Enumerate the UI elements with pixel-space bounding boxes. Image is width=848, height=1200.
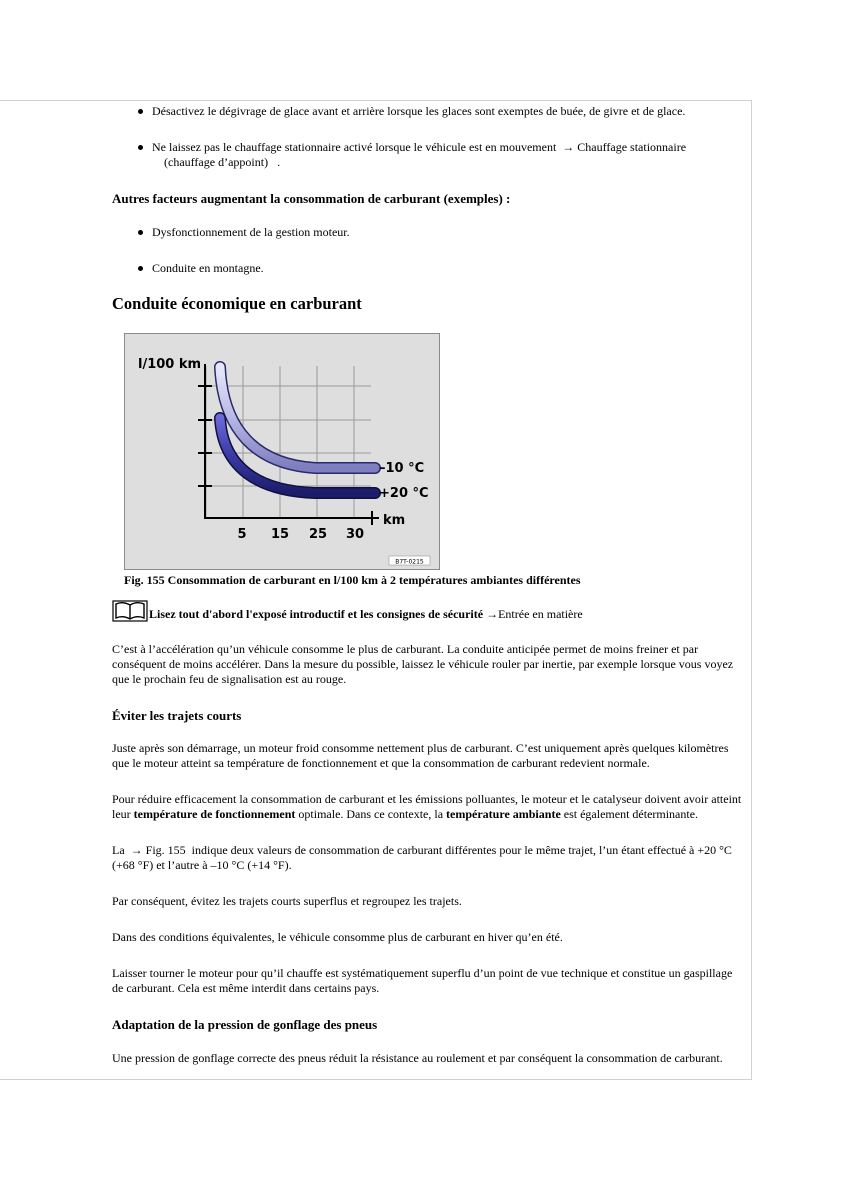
text-span: La: [112, 843, 125, 857]
figure-caption: Fig. 155 Consommation de carburant en l/100 km à 2 températures ambiantes différentes: [124, 573, 581, 587]
book-icon: [112, 600, 148, 622]
short-trips-heading: Éviter les trajets courts: [112, 708, 242, 723]
chauffage-link[interactable]: Chauffage stationnaire: [577, 140, 687, 154]
fig-155-link[interactable]: Fig. 155: [145, 843, 186, 857]
x-axis-label: km: [383, 513, 406, 528]
chart-svg: [125, 334, 439, 569]
bullet-text: Dysfonctionnement de la gestion moteur.: [152, 225, 350, 239]
other-factors-heading: Autres facteurs augmentant la consommation de carburant (exemples) :: [112, 191, 511, 206]
bullet-icon: [138, 266, 143, 271]
bold-term: température ambiante: [446, 807, 561, 821]
x-tick-label: 25: [308, 527, 328, 542]
x-tick-label: 30: [345, 527, 365, 542]
paragraph: Par conséquent, évitez les trajets courts superflus et regroupez les trajets.: [112, 894, 462, 908]
safety-text: Lisez tout d'abord l'exposé introductif et les consignes de sécurité: [149, 607, 484, 621]
bullet-icon: [138, 145, 143, 150]
fuel-consumption-chart: [124, 333, 440, 570]
paragraph: Laisser tourner le moteur pour qu’il chauffe est systématiquement superflu d’un point de vue technique et constitue un gaspillage de carburant. Cela est même interdit dans certains pays.: [112, 966, 733, 995]
arrow-icon: →: [130, 843, 143, 857]
bullet-text: Désactivez le dégivrage de glace avant et arrière lorsque les glaces sont exemptes de buée, de givre et de glace.: [152, 104, 686, 118]
list-item: [112, 140, 742, 170]
text-span: Pour réduire efficacement la consommation de carburant et les émissions polluantes, le moteur et le catalyseur doivent avoir atteint leur: [112, 792, 742, 821]
list-item: [112, 225, 742, 240]
bold-term: température de fonctionnement: [133, 807, 296, 821]
figure-code: B7T-0215: [395, 558, 424, 566]
text-span: optimale. Dans ce contexte, la: [295, 807, 447, 821]
text-span: indique deux valeurs de consommation de carburant différentes pour le même trajet, l’un étant effectué à +20 °C (+68 °F) et l’autre à –10 °C (+14 °F).: [112, 843, 732, 872]
y-axis-label: l/100 km: [138, 357, 202, 372]
list-item: [112, 104, 742, 119]
document-content: [112, 104, 742, 1066]
paragraph: [112, 843, 742, 873]
paragraph: Dans des conditions équivalentes, le véhicule consomme plus de carburant en hiver qu’en été.: [112, 930, 563, 944]
paragraph: Juste après son démarrage, un moteur froid consomme nettement plus de carburant. C’est uniquement après quelques kilomètres que le moteur atteint sa température de fonctionnement et que la consommation de carburant redevient normale.: [112, 741, 729, 770]
entree-link[interactable]: Entrée en matière: [498, 607, 583, 621]
legend-label-plus20: +20 °C: [379, 486, 429, 501]
text-span: est également déterminante.: [560, 807, 699, 821]
arrow-icon: →: [486, 607, 499, 621]
chauffage-link-cont[interactable]: (chauffage d’appoint): [164, 155, 269, 169]
bullet-icon: [138, 109, 143, 114]
x-tick-label: 15: [270, 527, 290, 542]
bullet-icon: [138, 230, 143, 235]
paragraph: Une pression de gonflage correcte des pneus réduit la résistance au roulement et par conséquent la consommation de carburant.: [112, 1051, 723, 1065]
x-tick-label: 5: [237, 527, 247, 542]
paragraph: [112, 792, 742, 822]
bullet-text: Ne laissez pas le chauffage stationnaire activé lorsque le véhicule est en mouvement: [152, 140, 557, 154]
safety-notice: [112, 600, 742, 622]
section-title: Conduite économique en carburant: [112, 294, 362, 313]
intro-paragraph: C’est à l’accélération qu’un véhicule consomme le plus de carburant. La conduite anticipée permet de moins freiner et par conséquent de moins accélérer. Dans la mesure du possible, laissez le véhicule rouler par inertie, par exemple lorsque vous voyez que le prochain feu de signalisation est au rouge.: [112, 642, 734, 686]
bullet-continuation: [152, 155, 742, 170]
legend-label-minus10: –10 °C: [379, 461, 425, 476]
list-item: [112, 261, 742, 276]
tire-pressure-heading: Adaptation de la pression de gonflage des pneus: [112, 1017, 378, 1032]
period: .: [277, 155, 281, 169]
arrow-icon: →: [562, 140, 575, 154]
bullet-text: Conduite en montagne.: [152, 261, 264, 275]
